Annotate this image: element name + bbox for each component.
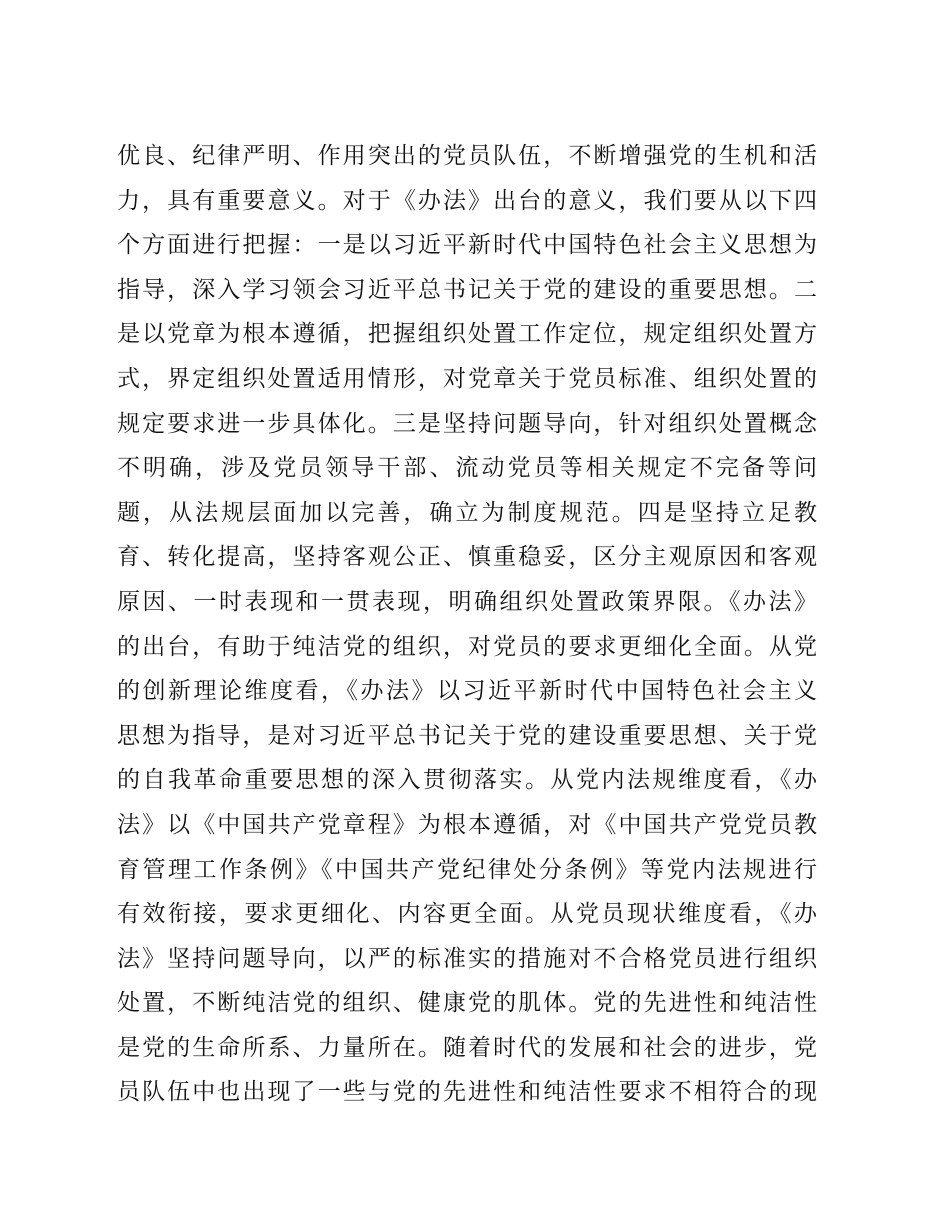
- text-line: 个方面进行把握：一是以习近平新时代中国特色社会主义思想为: [117, 232, 817, 259]
- text-line: 的出台，有助于纯洁党的组织，对党员的要求更细化全面。从党: [117, 633, 817, 660]
- text-line: 是党的生命所系、力量所在。随着时代的发展和社会的进步，党: [117, 1034, 817, 1061]
- body-text: [117, 134, 817, 1115]
- text-line: 力，具有重要意义。对于《办法》出台的意义，我们要从以下四: [117, 187, 817, 214]
- text-line: 员队伍中也出现了一些与党的先进性和纯洁性要求不相符合的现: [117, 1079, 817, 1106]
- text-line: 法》坚持问题导向，以严的标准实的措施对不合格党员进行组织: [117, 945, 817, 972]
- text-line: 题，从法规层面加以完善，确立为制度规范。四是坚持立足教: [117, 499, 817, 526]
- text-line: 有效衔接，要求更细化、内容更全面。从党员现状维度看，《办: [117, 901, 817, 928]
- text-line: 原因、一时表现和一贯表现，明确组织处置政策界限。《办法》: [117, 588, 817, 615]
- text-line: 处置，不断纯洁党的组织、健康党的肌体。党的先进性和纯洁性: [117, 990, 817, 1017]
- text-line: 法》以《中国共产党章程》为根本遵循，对《中国共产党党员教: [117, 811, 817, 838]
- text-line: 育、转化提高，坚持客观公正、慎重稳妥，区分主观原因和客观: [117, 544, 817, 571]
- text-line: 是以党章为根本遵循，把握组织处置工作定位，规定组织处置方: [117, 321, 817, 348]
- text-line: 的创新理论维度看，《办法》以习近平新时代中国特色社会主义: [117, 678, 817, 705]
- text-line: 优良、纪律严明、作用突出的党员队伍，不断增强党的生机和活: [117, 143, 817, 169]
- text-line: 的自我革命重要思想的深入贯彻落实。从党内法规维度看，《办: [117, 767, 817, 794]
- text-line: 思想为指导，是对习近平总书记关于党的建设重要思想、关于党: [117, 722, 817, 749]
- text-line: 指导，深入学习领会习近平总书记关于党的建设的重要思想。二: [117, 276, 817, 303]
- text-line: 不明确，涉及党员领导干部、流动党员等相关规定不完备等问: [117, 455, 817, 482]
- text-line: 式，界定组织处置适用情形，对党章关于党员标准、组织处置的: [117, 365, 817, 392]
- text-line: 规定要求进一步具体化。三是坚持问题导向，针对组织处置概念: [117, 410, 817, 437]
- text-line: 育管理工作条例》《中国共产党纪律处分条例》等党内法规进行: [117, 856, 817, 883]
